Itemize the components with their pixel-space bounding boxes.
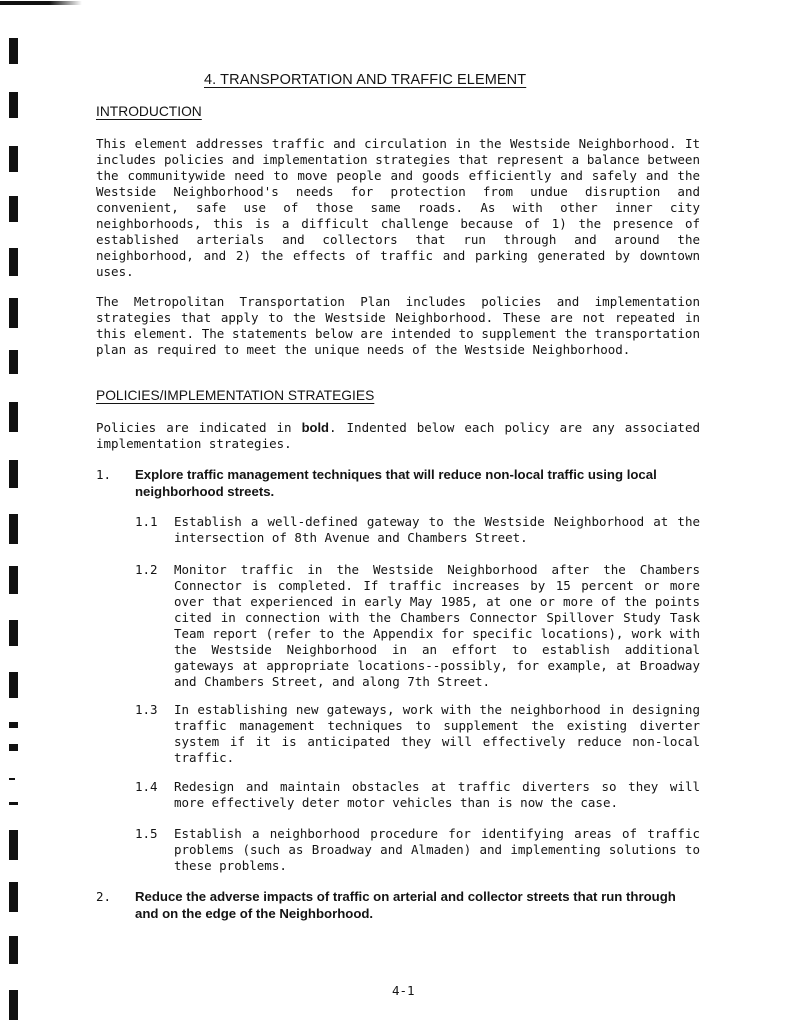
- policies-intro-before: Policies are indicated in: [96, 420, 302, 435]
- scan-margin-mark: [9, 402, 18, 432]
- policies-intro-after: . Indented below each policy are any associated implementation strategies.: [96, 420, 700, 451]
- strategy-number: 1.1: [135, 514, 158, 529]
- policies-intro: [96, 420, 700, 452]
- strategy-1-5: [135, 826, 700, 874]
- introduction-paragraph-1: This element addresses traffic and circulation in the Westside Neighborhood. It includes policies and implementation strategies that represent a balance between the communitywide need to move people and goods efficiently and safely and the Westside Neighborhood's needs for protection from undue disruption and convenient, safe use of those same roads. As with other inner city neighborhoods, this is a difficult challenge because of 1) the presence of established arterials and collectors that run through and around the neighborhood, and 2) the effects of traffic and parking generated by downtown uses.: [96, 136, 700, 279]
- scan-margin-mark: [9, 990, 18, 1020]
- scan-margin-mark: [9, 882, 18, 912]
- scan-edge-line: [0, 1, 82, 5]
- scan-margin-mark: [9, 778, 15, 780]
- strategy-number: 1.4: [135, 779, 158, 794]
- policies-heading: POLICIES/IMPLEMENTATION STRATEGIES: [96, 388, 375, 403]
- scan-margin-mark: [9, 620, 18, 646]
- scan-margin-mark: [9, 722, 18, 728]
- policy-number: 2.: [96, 889, 112, 904]
- policy-2: [96, 888, 700, 922]
- strategy-text: Monitor traffic in the Westside Neighborhood after the Chambers Connector is completed. If traffic increases by 15 percent or more over that experienced in early May 1985, at one or more of the points cited in connection with the Chambers Connector Spillover Study Task Team report (refer to the Appendix for specific locations), work with the Westside Neighborhood in an effort to establish additional gateways at appropriate locations--possibly, for example, at Broadway and Chambers Street, and along 7th Street.: [174, 562, 700, 689]
- policy-number: 1.: [96, 467, 112, 482]
- scan-margin-mark: [9, 92, 18, 118]
- scan-margin-mark: [9, 460, 18, 488]
- introduction-heading: INTRODUCTION: [96, 104, 202, 119]
- scan-margin-mark: [9, 830, 18, 860]
- strategy-1-2: [135, 562, 700, 690]
- strategy-text: Establish a neighborhood procedure for identifying areas of traffic problems (such as Broadway and Almaden) and implementing solutions to these problems.: [174, 826, 700, 873]
- scan-margin-mark: [9, 744, 18, 751]
- scan-margin-mark: [9, 38, 18, 64]
- scan-margin-mark: [9, 936, 18, 964]
- scan-margin-mark: [9, 146, 18, 172]
- strategy-1-1: [135, 514, 700, 546]
- strategy-number: 1.3: [135, 702, 158, 717]
- scan-margin-mark: [9, 566, 18, 594]
- scan-margin-mark: [9, 298, 18, 328]
- scan-margin-mark: [9, 350, 18, 374]
- strategy-text: Redesign and maintain obstacles at traffic diverters so they will more effectively deter motor vehicles than is now the case.: [174, 779, 700, 810]
- introduction-paragraph-2: The Metropolitan Transportation Plan includes policies and implementation strategies that apply to the Westside Neighborhood. These are not repeated in this element. The statements below are intended to supplement the transportation plan as required to meet the unique needs of the Westside Neighborhood.: [96, 294, 700, 357]
- scan-margin-mark: [9, 514, 18, 544]
- scan-margin-mark: [9, 672, 18, 698]
- strategy-1-3: [135, 702, 700, 766]
- scan-margin-mark: [9, 196, 18, 222]
- strategy-text: Establish a well-defined gateway to the Westside Neighborhood at the intersection of 8th Avenue and Chambers Street.: [174, 514, 700, 545]
- strategy-number: 1.5: [135, 826, 158, 841]
- scan-margin-mark: [9, 248, 18, 276]
- policies-intro-bold: bold: [301, 420, 329, 435]
- page-number: 4-1: [392, 983, 415, 998]
- policy-text: Explore traffic management techniques that will reduce non-local traffic using local neighborhood streets.: [135, 467, 657, 499]
- strategy-text: In establishing new gateways, work with the neighborhood in designing traffic management techniques to supplement the existing diverter system if it is anticipated they will effectively reduce non-local traffic.: [174, 702, 700, 765]
- scan-margin-mark: [9, 802, 18, 805]
- policy-1: [96, 466, 700, 500]
- strategy-1-4: [135, 779, 700, 811]
- page-title: 4. TRANSPORTATION AND TRAFFIC ELEMENT: [204, 72, 527, 88]
- policy-text: Reduce the adverse impacts of traffic on arterial and collector streets that run through and on the edge of the Neighborhood.: [135, 889, 676, 921]
- strategy-number: 1.2: [135, 562, 158, 577]
